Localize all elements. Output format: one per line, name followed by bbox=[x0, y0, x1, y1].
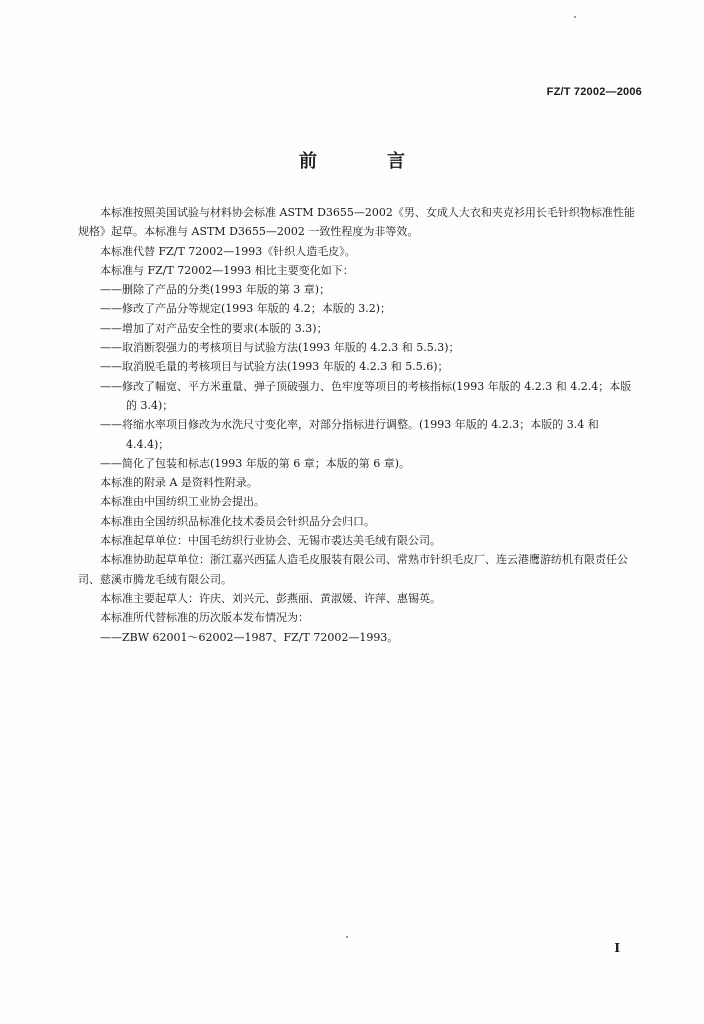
change-item: ——取消脱毛量的考核项目与试验方法(1993 年版的 4.2.3 和 5.5.6)； bbox=[100, 360, 449, 374]
paragraph-assisting-units: 本标准协助起草单位：浙江嘉兴西猛人造毛皮服装有限公司、常熟市针织毛皮厂、连云港鹰游纺机有限责任公司、慈溪市腾龙毛绒有限公司。 bbox=[78, 553, 628, 586]
history-item: ——ZBW 62001～62002—1987、FZ/T 72002—1993。 bbox=[100, 630, 399, 644]
paragraph-committee: 本标准由全国纺织品标准化技术委员会针织品分会归口。 bbox=[100, 514, 375, 528]
paragraph-proposer: 本标准由中国纺织工业协会提出。 bbox=[100, 495, 265, 509]
scan-speck bbox=[574, 16, 576, 18]
paragraph-basis: 本标准按照美国试验与材料协会标准 ASTM D3655—2002《男、女成人大衣和夹克衫用长毛针织物标准性能规格》起草。本标准与 ASTM D3655—2002 一致性程度为非等效。 bbox=[78, 206, 635, 239]
paragraph-appendix: 本标准的附录 A 是资料性附录。 bbox=[100, 476, 258, 490]
paragraph-drafting-units: 本标准起草单位：中国毛纺织行业协会、无锡市裘达美毛绒有限公司。 bbox=[100, 534, 441, 548]
page-number: I bbox=[614, 941, 620, 955]
change-item: ——修改了产品分等规定(1993 年版的 4.2；本版的 3.2)； bbox=[100, 302, 392, 316]
paragraph-replaces: 本标准代替 FZ/T 72002—1993《针织人造毛皮》。 bbox=[100, 244, 356, 258]
change-item: ——修改了幅宽、平方米重量、弹子顶破强力、色牢度等项目的考核指标(1993 年版的 4.2.3 和 4.2.4；本版的 3.4)； bbox=[100, 379, 632, 412]
paragraph-drafters: 本标准主要起草人：许庆、刘兴元、彭燕丽、黄淑媛、许萍、惠锡英。 bbox=[100, 591, 441, 605]
change-item: ——简化了包装和标志(1993 年版的第 6 章；本版的第 6 章)。 bbox=[100, 456, 411, 470]
change-item: ——将缩水率项目修改为水洗尺寸变化率，对部分指标进行调整。(1993 年版的 4.2.3；本版的 3.4 和 4.4.4)； bbox=[100, 418, 599, 451]
change-item: ——增加了对产品安全性的要求(本版的 3.3)； bbox=[100, 321, 328, 335]
foreword-body bbox=[78, 203, 640, 647]
standard-code: FZ/T 72002—2006 bbox=[546, 86, 642, 98]
change-item: ——删除了产品的分类(1993 年版的第 3 章)； bbox=[100, 283, 331, 297]
paragraph-history-intro: 本标准所代替标准的历次版本发布情况为： bbox=[100, 611, 309, 625]
page-title: 前 言 bbox=[299, 151, 431, 172]
change-item: ——取消断裂强力的考核项目与试验方法(1993 年版的 4.2.3 和 5.5.3)； bbox=[100, 341, 460, 355]
paragraph-changes-intro: 本标准与 FZ/T 72002—1993 相比主要变化如下： bbox=[100, 263, 354, 277]
scan-speck bbox=[346, 936, 348, 938]
